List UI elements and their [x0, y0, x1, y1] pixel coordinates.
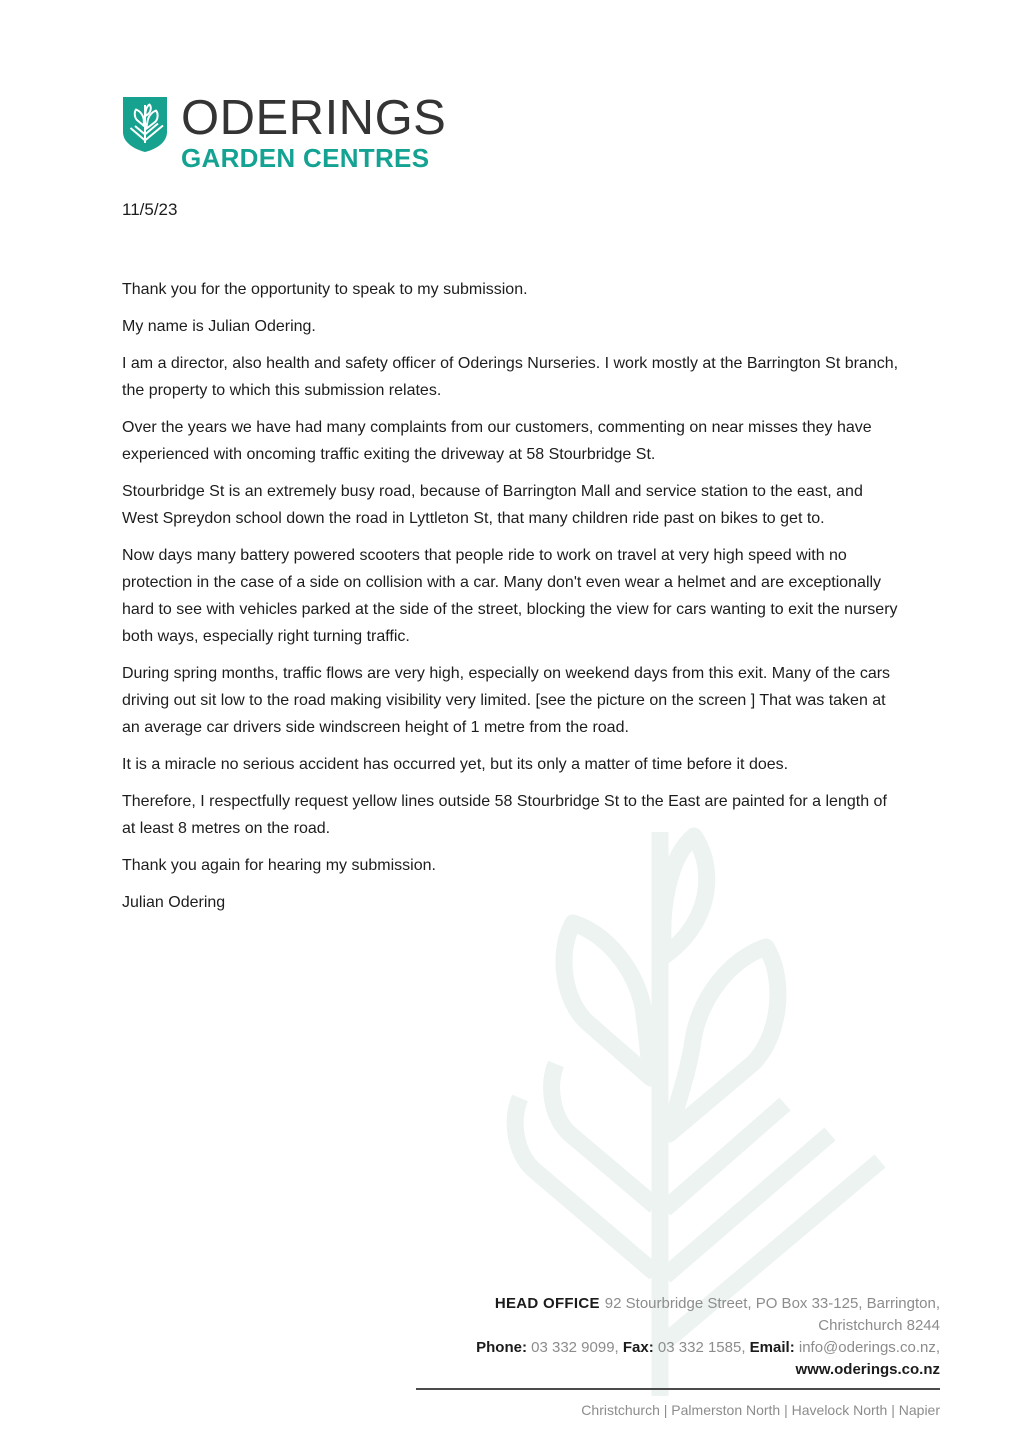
letter-body	[122, 276, 902, 926]
footer	[416, 1293, 940, 1421]
footer-contact-line	[416, 1337, 940, 1381]
letter-paragraph: My name is Julian Odering.	[122, 318, 316, 335]
footer-head-office-line	[416, 1293, 940, 1337]
phone-value: 03 332 9099,	[531, 1339, 619, 1356]
head-office-label: HEAD OFFICE	[494, 1295, 600, 1312]
logo-text	[181, 91, 447, 173]
email-value: info@oderings.co.nz,	[798, 1339, 940, 1356]
letter-paragraph: It is a miracle no serious accident has occurred yet, but its only a matter of time before it does.	[122, 756, 789, 773]
letter-paragraph: Over the years we have had many complaints from our customers, commenting on near misses they have experienced with oncoming traffic exiting the driveway at 58 Stourbridge St.	[122, 419, 872, 463]
logo-tagline: GARDEN CENTRES	[181, 143, 430, 173]
letter-paragraph: Thank you again for hearing my submission.	[122, 857, 436, 874]
logo-name: ODERINGS	[181, 91, 447, 145]
fax-value: 03 332 1585,	[657, 1339, 746, 1356]
phone-label: Phone:	[476, 1339, 527, 1356]
letter-paragraph: Stourbridge St is an extremely busy road, because of Barrington Mall and service station to the east, and West Spreydon school down the road in Lyttleton St, that many children ride past on bikes to get to.	[122, 483, 863, 527]
letter-paragraph: Therefore, I respectfully request yellow lines outside 58 Stourbridge St to the East are painted for a length of at least 8 metres on the road.	[122, 793, 887, 837]
head-office-address: 92 Stourbridge Street, PO Box 33-125, Barrington, Christchurch 8244	[604, 1295, 940, 1334]
letter-paragraph: I am a director, also health and safety officer of Oderings Nurseries. I work mostly at the Barrington St branch, the property to which this submission relates.	[122, 355, 899, 399]
letter-paragraph: Now days many battery powered scooters that people ride to work on travel at very high speed with no protection in the case of a side on collision with a car. Many don't even wear a helmet and are exceptionally hard to see with vehicles parked at the side of the street, blocking the view for cars wanting to exit the nursery both ways, especially right turning traffic.	[122, 547, 898, 645]
footer-divider	[416, 1388, 940, 1390]
letter-paragraph: During spring months, traffic flows are very high, especially on weekend days from this exit. Many of the cars driving out sit low to the road making visibility very limited. [see the picture on the screen ] That was taken at an average car drivers side windscreen height of 1 metre from the road.	[122, 665, 891, 736]
fax-label: Fax:	[622, 1339, 654, 1356]
logo	[122, 91, 447, 173]
letter-date: 11/5/23	[122, 200, 178, 219]
footer-locations: Christchurch | Palmerston North | Havelock North | Napier	[581, 1402, 940, 1418]
email-label: Email:	[749, 1339, 795, 1356]
oderings-shield-leaf-icon	[122, 96, 168, 153]
letter-paragraph: Thank you for the opportunity to speak to my submission.	[122, 281, 528, 298]
website-text: www.oderings.co.nz	[795, 1361, 940, 1378]
signature-name: Julian Odering	[122, 894, 226, 911]
